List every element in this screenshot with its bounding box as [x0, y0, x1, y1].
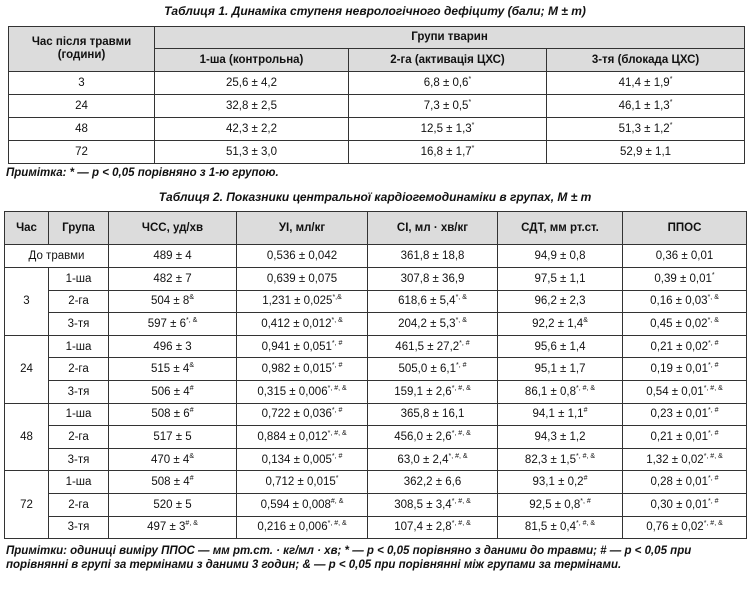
data-cell [109, 290, 237, 313]
group-cell: 2-га [49, 493, 109, 516]
significance-mark: * [471, 122, 475, 129]
table2-header: СІ, мл · хв/кг [368, 212, 498, 245]
cell-value: 508 ± 4 [151, 476, 190, 489]
cell-value: 0,45 ± 0,02 [650, 317, 708, 330]
data-cell [237, 471, 368, 494]
cell-value: 0,412 ± 0,012 [261, 317, 332, 330]
significance-mark: * [711, 271, 715, 279]
data-cell [237, 358, 368, 381]
table1-col-header: 2-га (активація ЦХС) [349, 49, 547, 72]
cell-value: 0,39 ± 0,01 [654, 272, 712, 285]
data-cell [623, 290, 747, 313]
group-cell: 3-тя [49, 516, 109, 539]
group-cell: 3-тя [49, 448, 109, 471]
cell-value: 496 ± 3 [153, 340, 192, 353]
cell-value: 86,1 ± 0,8 [524, 385, 576, 398]
significance-mark: *, #, & [703, 520, 723, 528]
data-cell [109, 426, 237, 449]
data-cell [155, 141, 349, 164]
significance-mark: * [669, 76, 673, 83]
data-cell [368, 380, 498, 403]
time-cell: 48 [9, 118, 155, 141]
data-cell [368, 403, 498, 426]
cell-value: 489 ± 4 [153, 250, 192, 262]
group-cell: 2-га [49, 290, 109, 313]
time-cell: 72 [5, 471, 49, 539]
group-cell: 2-га [49, 358, 109, 381]
significance-mark: *, #, & [451, 429, 471, 437]
significance-mark: *, # [331, 362, 343, 370]
significance-mark: *, #, & [703, 384, 723, 392]
significance-mark: # [583, 475, 588, 483]
data-cell [498, 380, 623, 403]
significance-mark: *, #, & [451, 497, 471, 505]
data-cell [349, 72, 547, 95]
cell-value: 93,1 ± 0,2 [532, 476, 584, 489]
significance-mark: *, # [331, 452, 343, 460]
cell-value: 361,8 ± 18,8 [400, 250, 465, 262]
data-cell [623, 358, 747, 381]
cell-value: 92,2 ± 1,4 [532, 317, 584, 330]
cell-value: 159,1 ± 2,6 [394, 385, 452, 398]
data-cell [498, 448, 623, 471]
cell-value: 0,76 ± 0,02 [646, 521, 704, 534]
group-cell: 1-ша [49, 403, 109, 426]
group-cell: 3-тя [49, 313, 109, 336]
cell-value: 0,884 ± 0,012 [257, 430, 328, 443]
data-cell [368, 493, 498, 516]
table2-row [5, 426, 747, 449]
table1-row [9, 118, 745, 141]
data-cell [368, 426, 498, 449]
significance-mark: *,& [332, 294, 342, 302]
significance-mark: *, #, & [451, 520, 471, 528]
significance-mark: *, & [707, 316, 719, 324]
cell-value: 0,19 ± 0,01 [650, 363, 708, 376]
group-cell: 1-ша [49, 471, 109, 494]
significance-mark: *, # [707, 497, 719, 505]
table2-row [5, 403, 747, 426]
data-cell [547, 95, 745, 118]
cell-value: 107,4 ± 2,8 [394, 521, 452, 534]
cell-value: 506 ± 4 [151, 385, 190, 398]
data-cell [237, 313, 368, 336]
significance-mark: *, #, & [703, 452, 723, 460]
cell-value: 16,8 ± 1,7 [420, 146, 472, 158]
table1-header-time: Час після травми (години) [9, 27, 155, 72]
time-cell: 24 [9, 95, 155, 118]
significance-mark: * [468, 76, 472, 83]
cell-value: 0,23 ± 0,01 [650, 408, 708, 421]
significance-mark: *, # [331, 407, 343, 415]
cell-value: 461,5 ± 27,2 [395, 340, 460, 353]
data-cell [237, 493, 368, 516]
significance-mark: *, # [331, 339, 343, 347]
data-cell [498, 245, 623, 268]
significance-mark: #, & [185, 520, 198, 528]
significance-mark: *, #, & [327, 520, 347, 528]
cell-value: 0,28 ± 0,01 [650, 476, 708, 489]
significance-mark: * [335, 475, 339, 483]
table1-note: Примітка: * — p < 0,05 порівняно з 1-ю групою. [6, 167, 279, 179]
table2-row [5, 493, 747, 516]
data-cell [368, 245, 498, 268]
group-cell: 3-тя [49, 380, 109, 403]
cell-value: 0,315 ± 0,006 [257, 385, 328, 398]
data-cell [368, 290, 498, 313]
data-cell [623, 245, 747, 268]
cell-value: 25,6 ± 4,2 [225, 77, 278, 89]
cell-value: 456,0 ± 2,6 [394, 430, 452, 443]
table1-row [9, 141, 745, 164]
cell-value: 482 ± 7 [153, 272, 192, 285]
significance-mark: & [583, 316, 588, 324]
table2-row [5, 471, 747, 494]
data-cell [109, 380, 237, 403]
data-cell [349, 95, 547, 118]
data-cell [109, 245, 237, 268]
data-cell [498, 268, 623, 291]
data-cell [349, 118, 547, 141]
significance-mark: *, & [331, 316, 343, 324]
data-cell [237, 403, 368, 426]
significance-mark: # [583, 407, 588, 415]
table2-header: СДТ, мм рт.ст. [498, 212, 623, 245]
cell-value: 0,722 ± 0,036 [261, 408, 332, 421]
data-cell [623, 448, 747, 471]
cell-value: 51,3 ± 3,0 [225, 146, 278, 158]
cell-value: 81,5 ± 0,4 [524, 521, 576, 534]
cell-value: 32,8 ± 2,5 [225, 100, 278, 112]
table1-header-groups: Групи тварин [155, 27, 745, 49]
cell-value: 504 ± 8 [151, 295, 190, 308]
data-cell [623, 335, 747, 358]
cell-value: 0,21 ± 0,01 [650, 430, 708, 443]
cell-value: 0,134 ± 0,005 [261, 453, 332, 466]
cell-value: 6,8 ± 0,6 [423, 77, 469, 89]
cell-value: 517 ± 5 [153, 430, 192, 443]
significance-mark: & [189, 362, 194, 370]
cell-value: 508 ± 6 [151, 408, 190, 421]
significance-mark: *, # [707, 339, 719, 347]
cell-value: 0,36 ± 0,01 [655, 250, 714, 262]
significance-mark: # [189, 384, 194, 392]
cell-value: 470 ± 4 [151, 453, 190, 466]
significance-mark: * [669, 99, 673, 106]
cell-value: 0,216 ± 0,006 [257, 521, 328, 534]
cell-value: 7,3 ± 0,5 [423, 100, 469, 112]
data-cell [498, 426, 623, 449]
data-cell [237, 380, 368, 403]
significance-mark: *, # [707, 429, 719, 437]
cell-value: 0,54 ± 0,01 [646, 385, 704, 398]
significance-mark: *, #, & [451, 384, 471, 392]
cell-value: 497 ± 3 [147, 521, 186, 534]
data-cell [498, 290, 623, 313]
cell-value: 0,536 ± 0,042 [266, 250, 338, 262]
table1-row [9, 72, 745, 95]
data-cell [623, 471, 747, 494]
data-cell [237, 290, 368, 313]
significance-mark: *, # [707, 362, 719, 370]
data-cell [349, 141, 547, 164]
cell-value: 46,1 ± 1,3 [618, 100, 670, 112]
data-cell [547, 118, 745, 141]
time-cell: 48 [5, 403, 49, 471]
significance-mark: *, # [455, 362, 467, 370]
cell-value: 94,9 ± 0,8 [534, 250, 586, 262]
data-cell [498, 335, 623, 358]
significance-mark: *, # [459, 339, 470, 347]
data-cell [109, 471, 237, 494]
table2-header: ППОС [623, 212, 747, 245]
table1-row [9, 95, 745, 118]
data-cell [498, 471, 623, 494]
significance-mark: *, # [580, 497, 591, 505]
time-cell: 72 [9, 141, 155, 164]
significance-mark: *, #, & [448, 452, 468, 460]
significance-mark: *, #, & [327, 384, 347, 392]
cell-value: 12,5 ± 1,3 [420, 123, 472, 135]
table1-caption: Таблиця 1. Динаміка ступеня неврологічного дефіциту (бали; M ± m) [164, 4, 586, 18]
data-cell [155, 72, 349, 95]
cell-value: 515 ± 4 [151, 363, 190, 376]
data-cell [109, 516, 237, 539]
data-cell [623, 493, 747, 516]
significance-mark: *, & [186, 316, 198, 324]
cell-value: 505,0 ± 6,1 [398, 363, 456, 376]
significance-mark: & [189, 452, 194, 460]
cell-value: 51,3 ± 1,2 [618, 123, 670, 135]
cell-value: 308,5 ± 3,4 [394, 498, 452, 511]
cell-value: 0,941 ± 0,051 [261, 340, 332, 353]
data-cell [155, 95, 349, 118]
group-cell: 2-га [49, 426, 109, 449]
table2-header: ЧСС, уд/хв [109, 212, 237, 245]
data-cell [368, 516, 498, 539]
data-cell [623, 426, 747, 449]
cell-value: 82,3 ± 1,5 [524, 453, 576, 466]
cell-value: 618,6 ± 5,4 [398, 295, 456, 308]
cell-value: 597 ± 6 [147, 317, 186, 330]
data-cell [237, 448, 368, 471]
data-cell [237, 426, 368, 449]
data-cell [368, 358, 498, 381]
significance-mark: # [189, 475, 194, 483]
data-cell [368, 313, 498, 336]
table2-row [5, 268, 747, 291]
table2-note: Примітки: одиниці виміру ППОС — мм рт.ст. · кг/мл · хв; * — p < 0,05 порівняно з даними до травми; # — p < 0,05 при порівнянні в групі за термінами з даними 3 годин; & — p < 0,05 при порівнянні між групами за термінами. [6, 545, 692, 571]
cell-value: 41,4 ± 1,9 [618, 77, 670, 89]
significance-mark: *, # [707, 475, 719, 483]
data-cell [237, 335, 368, 358]
data-cell [109, 313, 237, 336]
table2-row [5, 358, 747, 381]
data-cell [498, 403, 623, 426]
cell-value: 365,8 ± 16,1 [400, 408, 465, 421]
cell-value: 1,32 ± 0,02 [646, 453, 704, 466]
cell-value: 95,6 ± 1,4 [534, 340, 586, 353]
table2-row-baseline [5, 245, 747, 268]
data-cell [368, 335, 498, 358]
baseline-label: До травми [5, 245, 109, 268]
table2-row [5, 380, 747, 403]
cell-value: 0,639 ± 0,075 [266, 272, 338, 285]
table2-header: УІ, мл/кг [237, 212, 368, 245]
data-cell [237, 245, 368, 268]
data-cell [623, 516, 747, 539]
data-cell [109, 358, 237, 381]
table1-col-header: 3-тя (блокада ЦХС) [547, 49, 745, 72]
data-cell [109, 403, 237, 426]
significance-mark: *, #, & [576, 384, 596, 392]
cell-value: 95,1 ± 1,7 [534, 363, 586, 376]
table2-row [5, 335, 747, 358]
table2-row [5, 313, 747, 336]
significance-mark: *, & [707, 294, 719, 302]
data-cell [547, 72, 745, 95]
data-cell [498, 358, 623, 381]
table2-row [5, 290, 747, 313]
cell-value: 0,594 ± 0,008 [260, 498, 331, 511]
data-cell [498, 516, 623, 539]
data-cell [547, 141, 745, 164]
table2-row [5, 448, 747, 471]
cell-value: 0,21 ± 0,02 [650, 340, 708, 353]
data-cell [109, 335, 237, 358]
data-cell [155, 118, 349, 141]
data-cell [109, 448, 237, 471]
significance-mark: * [669, 122, 673, 129]
table2-header: Час [5, 212, 49, 245]
time-cell: 3 [5, 268, 49, 336]
table1 [8, 26, 745, 164]
table2-header: Група [49, 212, 109, 245]
significance-mark: * [471, 145, 475, 152]
table1-col-header: 1-ша (контрольна) [155, 49, 349, 72]
cell-value: 97,5 ± 1,1 [534, 272, 586, 285]
data-cell [498, 493, 623, 516]
data-cell [368, 471, 498, 494]
cell-value: 42,3 ± 2,2 [225, 123, 278, 135]
cell-value: 92,5 ± 0,8 [529, 498, 581, 511]
data-cell [109, 268, 237, 291]
cell-value: 520 ± 5 [153, 498, 192, 511]
time-cell: 24 [5, 335, 49, 403]
significance-mark: *, & [455, 316, 467, 324]
significance-mark: # [189, 407, 194, 415]
cell-value: 1,231 ± 0,025 [262, 295, 333, 308]
cell-value: 52,9 ± 1,1 [619, 146, 672, 158]
significance-mark: * [468, 99, 472, 106]
significance-mark: *, #, & [576, 452, 596, 460]
cell-value: 0,712 ± 0,015 [265, 476, 336, 489]
data-cell [368, 448, 498, 471]
significance-mark: *, #, & [327, 429, 347, 437]
data-cell [623, 313, 747, 336]
group-cell: 1-ша [49, 268, 109, 291]
cell-value: 0,982 ± 0,015 [261, 363, 332, 376]
cell-value: 0,16 ± 0,03 [650, 295, 708, 308]
significance-mark: & [189, 294, 194, 302]
time-cell: 3 [9, 72, 155, 95]
significance-mark: *, & [455, 294, 467, 302]
data-cell [623, 380, 747, 403]
cell-value: 96,2 ± 2,3 [534, 295, 586, 308]
cell-value: 94,1 ± 1,1 [532, 408, 584, 421]
data-cell [237, 268, 368, 291]
cell-value: 307,8 ± 36,9 [400, 272, 465, 285]
data-cell [237, 516, 368, 539]
significance-mark: *, #, & [576, 520, 596, 528]
cell-value: 94,3 ± 1,2 [534, 430, 586, 443]
significance-mark: *, # [707, 407, 719, 415]
data-cell [623, 403, 747, 426]
data-cell [109, 493, 237, 516]
data-cell [368, 268, 498, 291]
table2-caption: Таблиця 2. Показники центральної кардіогемодинаміки в групах, M ± m [158, 190, 592, 204]
data-cell [498, 313, 623, 336]
table2-row [5, 516, 747, 539]
cell-value: 63,0 ± 2,4 [397, 453, 449, 466]
significance-mark: #, & [330, 497, 344, 505]
table2 [4, 211, 747, 539]
cell-value: 362,2 ± 6,6 [403, 476, 462, 489]
data-cell [623, 268, 747, 291]
group-cell: 1-ша [49, 335, 109, 358]
cell-value: 0,30 ± 0,01 [650, 498, 708, 511]
cell-value: 204,2 ± 5,3 [398, 317, 456, 330]
